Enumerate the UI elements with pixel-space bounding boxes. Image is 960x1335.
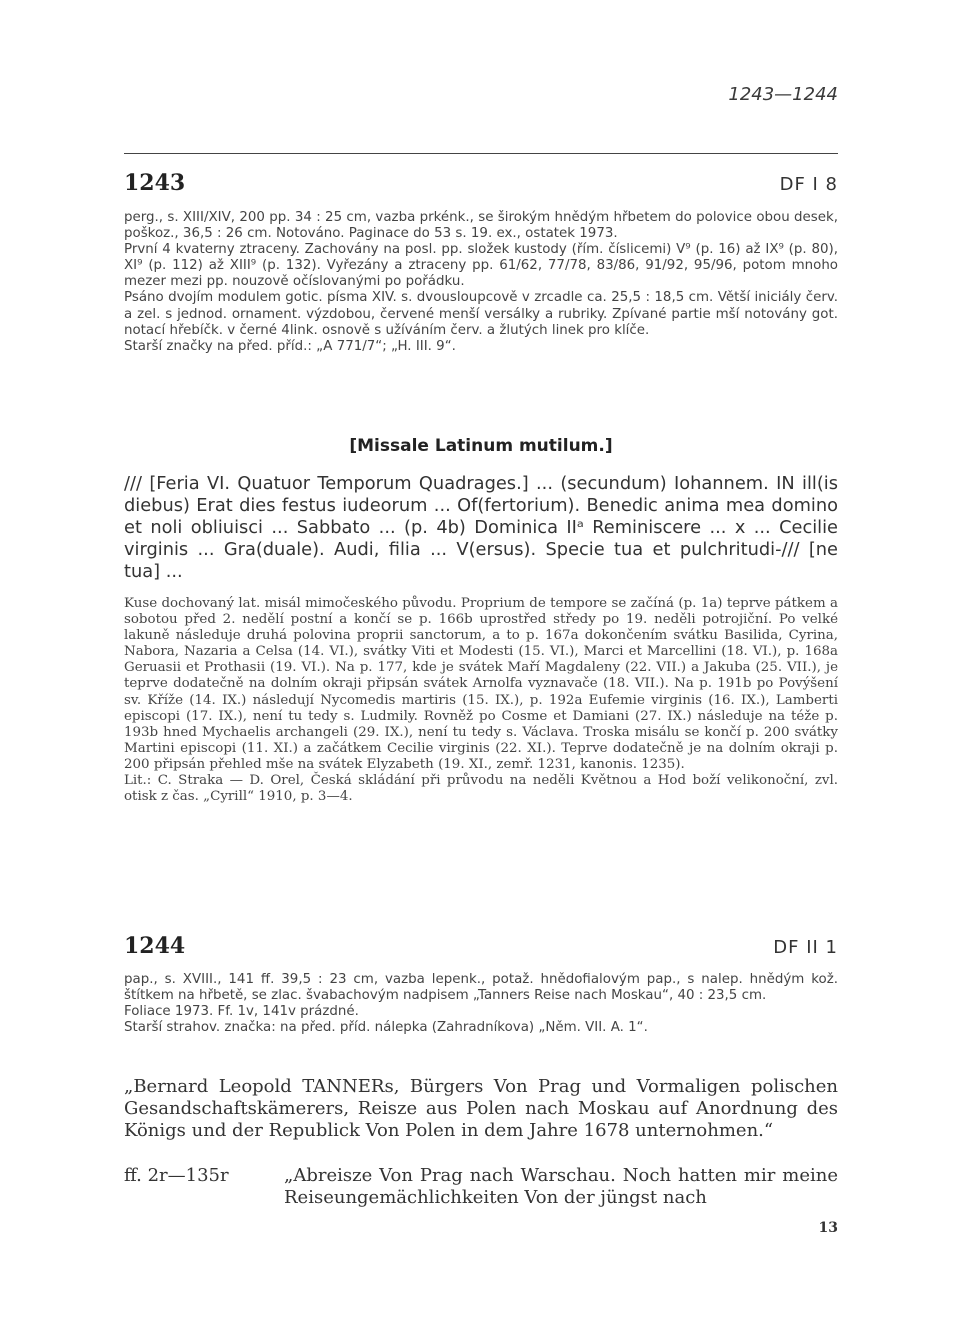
- description-paragraph: První 4 kvaterny ztraceny. Zachovány na posl. pp. složek kustody (řím. číslicemi) V⁹ (p. 16) až IX⁹ (p. 80), XI⁹ (p. 112) až XIII⁹ (p. 132). Vyřezány a ztraceny pp. 61/62, 77/78, 83/86, 91/92, 95/96, potom mnoho mezer mezi pp. nouzově očíslovanými po pořádku.: [124, 242, 838, 290]
- top-rule: [124, 153, 838, 154]
- entry-heading-1243: [124, 170, 838, 196]
- work-title-1244: [124, 1076, 838, 1142]
- page-number: 13: [818, 1220, 838, 1236]
- description-paragraph: pap., s. XVIII., 141 ff. 39,5 : 23 cm, vazba lepenk., potaž. hnědofialovým pap., s nalep. hnědým kož. štítkem na hřbetě, se zlac. švabachovým nadpisem „Tanners Reise nach Moskau“, 40 : 23,5 cm.: [124, 972, 838, 1004]
- folio-range: ff. 2r—135r: [124, 1165, 229, 1186]
- entry-signature: DF I 8: [779, 174, 838, 195]
- incipit-text: /// [Feria VI. Quatuor Temporum Quadrages.] ... (secundum) Iohannem. IN ill(is diebus) Erat dies festus iudeorum ... Of(fertorium). Benedic anima mea domino et noli obliuisci ... Sabbato ... (p. 4b) Dominica IIᵃ Reminiscere ... x ... Cecilie virginis ... Gra(duale). Audi, filia ... V(ersus). Specie tua et pulchritudi-/// [ne tua] ...: [124, 473, 838, 582]
- incipit-1243: [124, 473, 838, 583]
- work-title-1243: [Missale Latinum mutilum.]: [349, 436, 613, 456]
- description-paragraph: perg., s. XIII/XIV, 200 pp. 34 : 25 cm, vazba prkénk., se širokým hnědým hřbetem do polovice obou desek, poškoz., 36,5 : 26 cm. Notováno. Paginace do 53 s. 19. ex., ostatek 1973.: [124, 210, 838, 242]
- description-paragraph: Psáno dvojím modulem gotic. písma XIV. s. dvousloupcově v zrcadle ca. 25,5 : 18,5 cm. Větší iniciály červ. a zel. s jednod. ornament. výzdobou, červené menší versálky a rubriky. Zpívané partie mší notovány got. notací hřebíčk. v černé 4link. osnově s užíváním červ. a žlutých linek pro klíče.: [124, 290, 838, 338]
- entry-heading-1244: [124, 933, 838, 959]
- content-description-1243: [124, 596, 838, 805]
- entry-number: 1244: [124, 933, 186, 959]
- codicological-description-1243: [124, 210, 838, 355]
- entry-signature: DF II 1: [773, 937, 838, 958]
- folio-text: „Abreisze Von Prag nach Warschau. Noch hatten mir meine Reiseungemächlichkeiten Von der jüngst nach: [284, 1165, 838, 1208]
- running-head: 1243—1244: [728, 84, 838, 105]
- description-paragraph: Starší značky na před. příd.: „A 771/7“; „H. III. 9“.: [124, 338, 456, 354]
- description-paragraph: Foliace 1973. Ff. 1v, 141v prázdné.: [124, 1004, 359, 1020]
- content-paragraph: Kuse dochovaný lat. misál mimočeského původu. Proprium de tempore se začíná (p. 1a) teprve pátkem a sobotou před 2. nedělí postní a končí se p. 166b uprostřed středy po 19. neděli potrojiční. Po velké lakuně následuje druhá polovina proprii sanctorum, a to p. 167a dokončením svátku Basilida, Cyrina, Nabora, Nazaria a Celsa (14. VI.), svátky Viti et Modesti (15. VI.), Marci et Marcellini (18. VI.), p. 168a Geruasii et Prothasii (19. VI.). Na p. 177, kde je svátek Maří Magdaleny (22. VII.) a Jakuba (25. VII.), je teprve dodatečně na dolním okraji připsán svátek Arnolfa vyznavače (18. VII.). Na p. 191b po Povýšení sv. Kříže (14. IX.) následují Nycomedis martiris (15. IX.), p. 192a Eufemie virginis (16. IX.), Lamberti episcopi (17. IX.), není tu tedy s. Ludmily. Rovněž po Cosme et Damiani (27. IX.) následuje na téže p. 193b hned Mychaelis archangeli (29. IX.), není tu tedy s. Václava. Troska misálu se končí p. 200 svátky Martini episcopi (11. XI.) a začátkem Cecilie virginis (22. XI.). Teprve dodatečně je na dolním okraji p. 200 připsán přehled mše na svátek Elyzabeth (19. XI., zemř. 1231, kanonis. 1235).: [124, 596, 838, 772]
- description-paragraph: Starší strahov. značka: na před. příd. nálepka (Zahradníkova) „Něm. VII. A. 1“.: [124, 1020, 648, 1036]
- title-text: „Bernard Leopold TANNERs, Bürgers Von Prag und Vormaligen polischen Gesandschaftskämerers, Reisze aus Polen nach Moskau auf Anordnung des Königs und der Republick Von Polen in dem Jahre 1678 unternohmen.“: [124, 1076, 838, 1141]
- folio-entry: [124, 1165, 838, 1209]
- codicological-description-1244: [124, 972, 838, 1036]
- literature-note: Lit.: C. Straka — D. Orel, Česká skládání při průvodu na neděli Květnou a Hod boží velikonoční, zvl. otisk z čas. „Cyrill“ 1910, p. 3—4.: [124, 773, 838, 805]
- entry-number: 1243: [124, 170, 186, 196]
